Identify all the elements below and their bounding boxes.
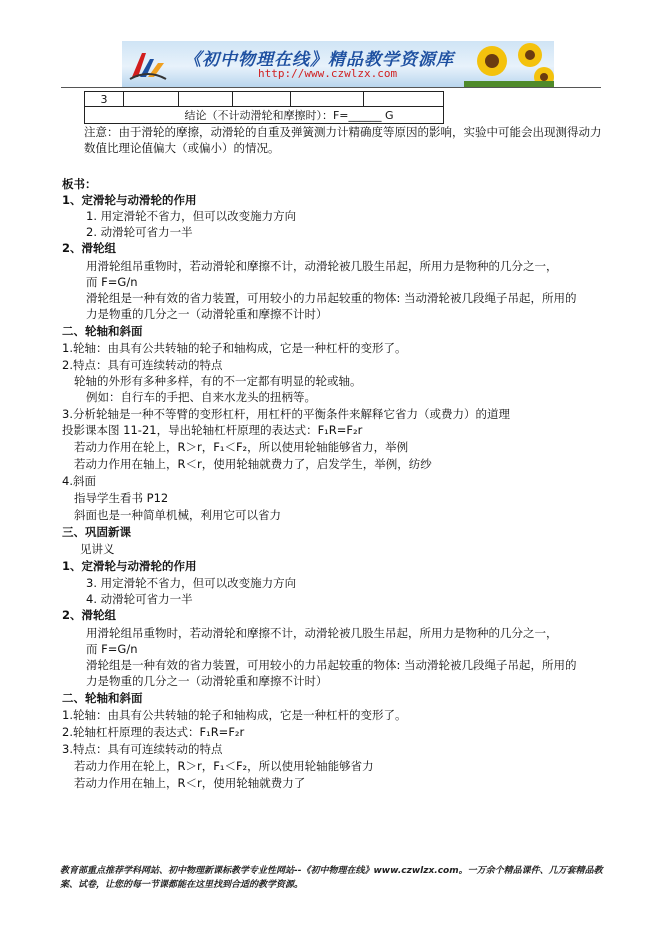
- paragraph: 指导学生看书 P12: [74, 491, 169, 505]
- header-divider: [61, 87, 601, 88]
- site-logo-icon: [128, 47, 168, 83]
- paragraph: 2.特点：具有可连续转动的特点: [62, 358, 223, 372]
- experiment-table: [84, 91, 444, 124]
- header-banner: [122, 41, 554, 87]
- paragraph: 而 F=G/n: [86, 275, 138, 289]
- section-title: 2、滑轮组: [62, 241, 117, 255]
- paragraph: 见讲义: [80, 542, 115, 556]
- paragraph: 若动力作用在轮上，R＞r，F₁＜F₂，所以使用轮轴能够省力: [74, 759, 374, 773]
- table-cell: [364, 92, 444, 107]
- paragraph: 3.分析轮轴是一种不等臂的变形杠杆，用杠杆的平衡条件来解释它省力（或费力）的道理: [62, 407, 510, 421]
- banner-url[interactable]: http://www.czwlzx.com: [258, 67, 398, 80]
- paragraph: 4.斜面: [62, 474, 96, 488]
- table-cell: 3: [85, 92, 124, 107]
- sunflower-decoration-icon: [464, 41, 554, 87]
- table-conclusion: 结论（不计动滑轮和摩擦时）：F=______ G: [85, 107, 444, 124]
- section-title: 三、巩固新课: [62, 525, 131, 539]
- paragraph: 3.特点：具有可连续转动的特点: [62, 742, 223, 756]
- note-paragraph: 注意：由于滑轮的摩擦，动滑轮的自重及弹簧测力计精确度等原因的影响，实验中可能会出现测得动力数值比理论值偏大（或偏小）的情况。: [84, 125, 602, 155]
- paragraph: 轮轴的外形有多种多样，有的不一定都有明显的轮或轴。: [74, 374, 362, 388]
- section-title: 2、滑轮组: [62, 608, 117, 622]
- paragraph: 投影课本图 11-21，导出轮轴杠杆原理的表达式：F₁R=F₂r: [62, 423, 363, 437]
- board-heading: 板书：: [62, 177, 97, 191]
- paragraph: 若动力作用在轮上，R＞r，F₁＜F₂，所以使用轮轴能够省力，举例: [74, 440, 409, 454]
- paragraph: 若动力作用在轴上，R＜r，使用轮轴就费力了: [74, 776, 306, 790]
- section-title: 1、定滑轮与动滑轮的作用: [62, 193, 197, 207]
- paragraph: 例如：自行车的手把、自来水龙头的扭柄等。: [86, 390, 316, 404]
- table-cell: [233, 92, 291, 107]
- table-row: [85, 107, 444, 124]
- list-item: 4. 动滑轮可省力一半: [86, 592, 193, 606]
- banner-title: 《初中物理在线》精品教学资源库: [184, 50, 454, 70]
- paragraph: 1.轮轴：由具有公共转轴的轮子和轴构成，它是一种杠杆的变形了。: [62, 708, 407, 722]
- paragraph: 力是物重的几分之一（动滑轮重和摩擦不计时）: [86, 307, 328, 321]
- paragraph: 力是物重的几分之一（动滑轮重和摩擦不计时）: [86, 674, 328, 688]
- paragraph: 用滑轮组吊重物时，若动滑轮和摩擦不计，动滑轮被几股生吊起，所用力是物种的几分之一，: [86, 626, 558, 640]
- paragraph: 用滑轮组吊重物时，若动滑轮和摩擦不计，动滑轮被几股生吊起，所用力是物种的几分之一，: [86, 259, 558, 273]
- paragraph: 2.轮轴杠杆原理的表达式：F₁R=F₂r: [62, 725, 245, 739]
- page-footer: 教育部重点推荐学科网站、初中物理新课标教学专业性网站--《初中物理在线》www.czwlzx.com。一万余个精品课件、几万套精品教案、试卷，让您的每一节课都能在这里找到合适的教学资源。: [60, 866, 603, 890]
- paragraph: 1.轮轴：由具有公共转轴的轮子和轴构成，它是一种杠杆的变形了。: [62, 341, 407, 355]
- table-cell: [124, 92, 179, 107]
- section-title: 1、定滑轮与动滑轮的作用: [62, 559, 197, 573]
- paragraph: 若动力作用在轴上，R＜r，使用轮轴就费力了，启发学生，举例，纺纱: [74, 457, 432, 471]
- table-cell: [179, 92, 233, 107]
- list-item: 1. 用定滑轮不省力，但可以改变施力方向: [86, 209, 297, 223]
- paragraph: 滑轮组是一种有效的省力装置，可用较小的力吊起较重的物体: 当动滑轮被几段绳子吊起，所用的: [86, 291, 577, 305]
- section-title: 二、轮轴和斜面: [62, 691, 143, 705]
- paragraph: 斜面也是一种简单机械，利用它可以省力: [74, 508, 281, 522]
- table-cell: [291, 92, 364, 107]
- list-item: 3. 用定滑轮不省力，但可以改变施力方向: [86, 576, 297, 590]
- list-item: 2. 动滑轮可省力一半: [86, 225, 193, 239]
- paragraph: 滑轮组是一种有效的省力装置，可用较小的力吊起较重的物体: 当动滑轮被几段绳子吊起，所用的: [86, 658, 577, 672]
- paragraph: 而 F=G/n: [86, 642, 138, 656]
- section-title: 二、轮轴和斜面: [62, 324, 143, 338]
- table-row: [85, 92, 444, 107]
